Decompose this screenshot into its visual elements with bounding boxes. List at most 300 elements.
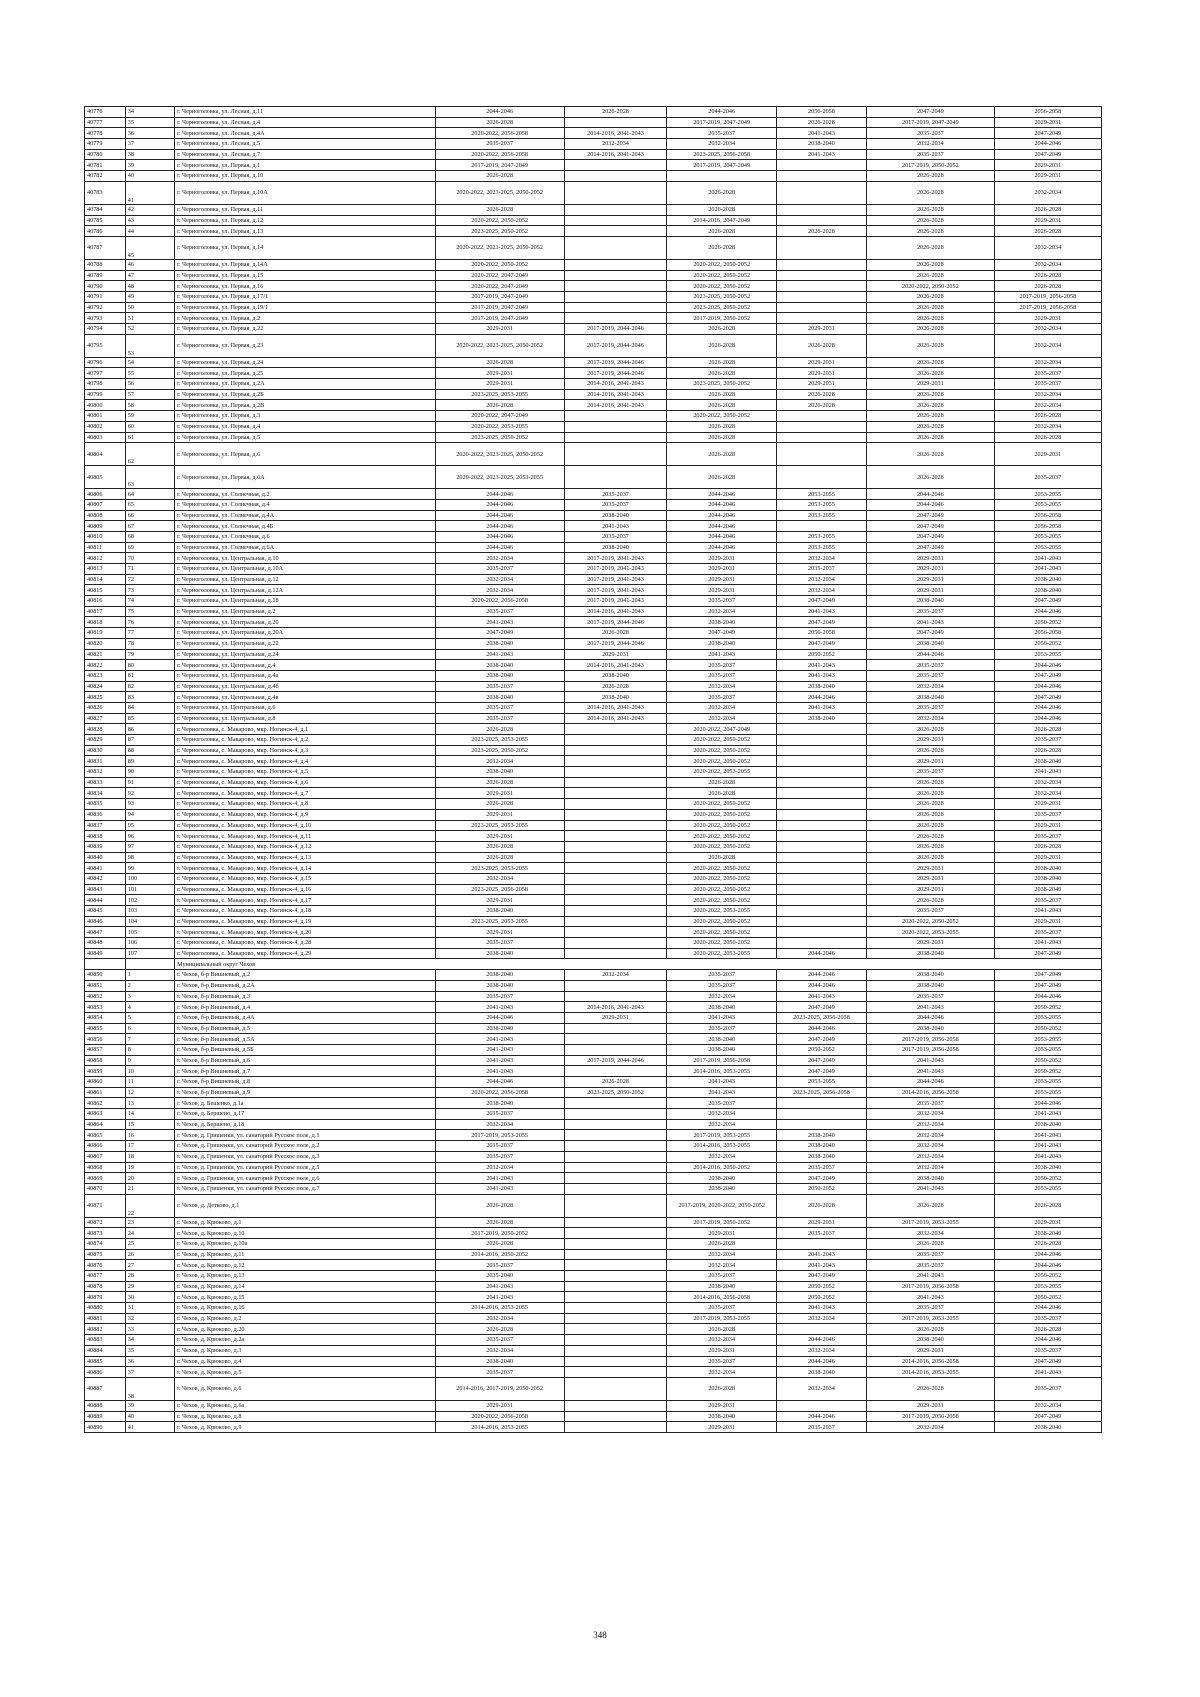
row-number-cell: 58	[125, 400, 174, 411]
period-cell-1: 2017-2019, 2050-2052	[435, 1228, 564, 1239]
period-cell-1: 2041-2043	[435, 617, 564, 628]
period-cell-4	[776, 1119, 866, 1130]
address-cell: г. Черноголовка, с. Макарово, мкр. Ногинск-4, д.9	[175, 809, 436, 820]
period-cell-2	[564, 1044, 667, 1055]
period-cell-1: 2038-2040	[435, 948, 564, 959]
table-row	[85, 649, 1102, 660]
period-cell-4: 2038-2040	[776, 713, 866, 724]
row-number-cell: 70	[125, 553, 174, 564]
period-cell-1: 2035-2037	[435, 1151, 564, 1162]
period-cell-5: 2032-2034	[867, 1141, 995, 1152]
row-number-cell: 92	[125, 788, 174, 799]
period-cell-5: 2032-2034	[867, 1151, 995, 1162]
period-cell-4: 2053-2055	[776, 542, 866, 553]
period-cell-2	[564, 291, 667, 302]
period-cell-3: 2029-2031	[667, 574, 776, 585]
table-row	[85, 171, 1102, 182]
period-cell-2: 2017-2019, 2041-2043	[564, 553, 667, 564]
period-cell-1: 2032-2034	[435, 574, 564, 585]
period-cell-2	[564, 1377, 667, 1400]
period-cell-6: 2056-2058	[994, 107, 1101, 118]
period-cell-6: 2053-2055	[994, 489, 1101, 500]
row-number-cell: 93	[125, 799, 174, 810]
period-cell-2: 2035-2037	[564, 499, 667, 510]
address-cell: г. Черноголовка, ул. Солнечная, д.6	[175, 531, 436, 542]
period-cell-1: 2044-2046	[435, 1012, 564, 1023]
row-number-cell: 3	[125, 991, 174, 1002]
row-number-cell: 89	[125, 756, 174, 767]
period-cell-4: 2053-2055	[776, 489, 866, 500]
period-cell-1: 2026-2028	[435, 724, 564, 735]
period-cell-6: 2053-2055	[994, 499, 1101, 510]
table-row	[85, 948, 1102, 959]
period-cell-1: 2026-2028	[435, 1217, 564, 1228]
period-cell-4: 2047-2049	[776, 1066, 866, 1077]
table-row	[85, 799, 1102, 810]
period-cell-4: 2026-2028	[776, 117, 866, 128]
address-cell: г. Черноголовка, ул. Первая, д.3	[175, 411, 436, 422]
row-number-cell: 59	[125, 411, 174, 422]
period-cell-3: 2014-2016, 2056-2058	[667, 1292, 776, 1303]
period-cell-4: 2044-2046	[776, 1411, 866, 1422]
period-cell-6: 2035-2037	[994, 895, 1101, 906]
row-number-cell: 19	[125, 1162, 174, 1173]
period-cell-5: 2035-2037	[867, 906, 995, 917]
row-number-cell: 30	[125, 1292, 174, 1303]
period-cell-2: 2035-2037	[564, 531, 667, 542]
address-cell: г. Чехов, б-р Вишневый, д.5	[175, 1023, 436, 1034]
period-cell-3: 2026-2028	[667, 357, 776, 368]
row-number-cell: 7	[125, 1034, 174, 1045]
object-id-cell: 40797	[85, 368, 126, 379]
period-cell-6: 2038-2040	[994, 1119, 1101, 1130]
period-cell-5: 2026-2028	[867, 895, 995, 906]
table-row	[85, 313, 1102, 324]
row-number-cell: 12	[125, 1087, 174, 1098]
period-cell-1: 2026-2028	[435, 204, 564, 215]
table-row	[85, 432, 1102, 443]
period-cell-1: 2023-2025, 2053-2055	[435, 916, 564, 927]
period-cell-1: 2026-2028	[435, 777, 564, 788]
object-id-cell: 40785	[85, 215, 126, 226]
period-cell-1: 2020-2022, 2023-2025, 2053-2055	[435, 466, 564, 489]
period-cell-4: 2041-2043	[776, 991, 866, 1002]
row-number-cell: 47	[125, 270, 174, 281]
period-cell-4	[776, 852, 866, 863]
period-cell-5: 2026-2028	[867, 809, 995, 820]
period-cell-6: 2050-2052	[994, 1292, 1101, 1303]
table-row	[85, 259, 1102, 270]
period-cell-3: 2020-2022, 2053-2055	[667, 948, 776, 959]
period-cell-1: 2038-2040	[435, 660, 564, 671]
period-cell-3: 2023-2025, 2050-2052	[667, 291, 776, 302]
period-cell-3: 2026-2028	[667, 324, 776, 335]
period-cell-6: 2038-2040	[994, 574, 1101, 585]
table-row	[85, 767, 1102, 778]
object-id-cell: 40855	[85, 1023, 126, 1034]
period-cell-4	[776, 411, 866, 422]
row-number-cell: 32	[125, 1313, 174, 1324]
row-number-cell: 55	[125, 368, 174, 379]
period-cell-5: 2026-2028	[867, 270, 995, 281]
period-cell-4	[776, 767, 866, 778]
table-row	[85, 606, 1102, 617]
object-id-cell: 40828	[85, 724, 126, 735]
period-cell-4: 2035-2037	[776, 1228, 866, 1239]
period-cell-6: 2041-2043	[994, 553, 1101, 564]
period-cell-1: 2032-2034	[435, 1162, 564, 1173]
period-cell-3: 2017-2019, 2047-2049	[667, 117, 776, 128]
period-cell-5: 2038-2040	[867, 970, 995, 981]
period-cell-3: 2035-2037	[667, 660, 776, 671]
address-cell: г. Чехов, б-р Вишневый, д.5А	[175, 1034, 436, 1045]
table-row	[85, 324, 1102, 335]
address-cell: г. Чехов, д. Гришенки, ул. санаторий Русское поле, д.2	[175, 1141, 436, 1152]
table-row	[85, 1249, 1102, 1260]
row-number-cell: 62	[125, 443, 174, 466]
row-number-cell: 104	[125, 916, 174, 927]
period-cell-2	[564, 1173, 667, 1184]
period-cell-5: 2020-2022, 2050-2052	[867, 281, 995, 292]
period-cell-6: 2050-2052	[994, 1271, 1101, 1282]
period-cell-5: 2032-2034	[867, 1228, 995, 1239]
address-cell: г. Черноголовка, с. Макарово, мкр. Ногинск-4, д.28	[175, 938, 436, 949]
period-cell-4: 2026-2028	[776, 334, 866, 357]
address-cell: г. Чехов, д. Крюково, д.2а	[175, 1335, 436, 1346]
row-number-cell: 4	[125, 1002, 174, 1013]
period-cell-4	[776, 171, 866, 182]
period-cell-6: 2038-2040	[994, 1162, 1101, 1173]
period-cell-4: 2032-2034	[776, 1377, 866, 1400]
period-cell-4: 2026-2028	[776, 1194, 866, 1217]
row-number-cell: 36	[125, 1356, 174, 1367]
address-cell: г. Черноголовка, ул. Первая, д.6А	[175, 466, 436, 489]
row-number-cell: 34	[125, 107, 174, 118]
period-cell-3: 2032-2034	[667, 1260, 776, 1271]
table-row	[85, 1367, 1102, 1378]
period-cell-5: 2047-2049	[867, 510, 995, 521]
row-number-cell: 52	[125, 324, 174, 335]
period-cell-4: 2041-2043	[776, 1303, 866, 1314]
address-cell: г. Чехов, д. Гришенки, ул. санаторий Русское поле, д.3	[175, 1151, 436, 1162]
object-id-cell: 40846	[85, 916, 126, 927]
row-number-cell: 24	[125, 1228, 174, 1239]
period-cell-2	[564, 895, 667, 906]
table-row	[85, 1303, 1102, 1314]
address-cell: г. Черноголовка, ул. Центральная, д.4в	[175, 692, 436, 703]
address-cell: г. Черноголовка, с. Макарово, мкр. Ногинск-4, д.10	[175, 820, 436, 831]
table-row	[85, 713, 1102, 724]
period-cell-5: 2047-2049	[867, 531, 995, 542]
table-row	[85, 400, 1102, 411]
object-id-cell: 40822	[85, 660, 126, 671]
table-row	[85, 863, 1102, 874]
period-cell-6: 2041-2043	[994, 767, 1101, 778]
address-cell: г. Черноголовка, ул. Солнечная, д.4А	[175, 510, 436, 521]
period-cell-1: 2032-2034	[435, 1313, 564, 1324]
period-cell-3: 2032-2034	[667, 1367, 776, 1378]
period-cell-1: 2038-2040	[435, 638, 564, 649]
period-cell-2	[564, 1162, 667, 1173]
section-title: Муниципальный округ Чехов	[175, 959, 1102, 970]
period-cell-4	[776, 745, 866, 756]
period-cell-5: 2026-2028	[867, 745, 995, 756]
row-number-cell: 6	[125, 1023, 174, 1034]
period-cell-1: 2044-2046	[435, 531, 564, 542]
period-cell-3: 2020-2022, 2050-2052	[667, 938, 776, 949]
row-number-cell: 73	[125, 585, 174, 596]
period-cell-2	[564, 281, 667, 292]
period-cell-4	[776, 1238, 866, 1249]
object-id-cell: 40837	[85, 820, 126, 831]
row-number-cell: 65	[125, 499, 174, 510]
period-cell-4	[776, 421, 866, 432]
period-cell-6: 2053-2055	[994, 1281, 1101, 1292]
period-cell-2: 2014-2016, 2041-2043	[564, 389, 667, 400]
object-id-cell: 40784	[85, 204, 126, 215]
period-cell-1: 2035-2037	[435, 991, 564, 1002]
period-cell-2	[564, 226, 667, 237]
period-cell-2: 2017-2019, 2044-2046	[564, 1055, 667, 1066]
period-cell-1: 2044-2046	[435, 499, 564, 510]
period-cell-4: 2038-2040	[776, 1367, 866, 1378]
row-number-cell: 80	[125, 660, 174, 671]
object-id-cell: 40838	[85, 831, 126, 842]
period-cell-4: 2041-2043	[776, 128, 866, 139]
period-cell-6: 2056-2058	[994, 628, 1101, 639]
period-cell-2: 2014-2016, 2041-2043	[564, 379, 667, 390]
period-cell-5: 2029-2031	[867, 863, 995, 874]
object-id-cell: 40831	[85, 756, 126, 767]
period-cell-3: 2035-2037	[667, 670, 776, 681]
period-cell-4: 2053-2055	[776, 510, 866, 521]
period-cell-5: 2029-2031	[867, 1345, 995, 1356]
period-cell-5: 2026-2028	[867, 259, 995, 270]
row-number-cell: 53	[125, 334, 174, 357]
period-cell-1: 2020-2022, 2050-2052	[435, 259, 564, 270]
period-cell-6: 2044-2046	[994, 1335, 1101, 1346]
period-cell-5: 2026-2028	[867, 799, 995, 810]
period-cell-6: 2026-2028	[994, 270, 1101, 281]
period-cell-1: 2020-2022, 2023-2025, 2050-2052	[435, 443, 564, 466]
address-cell: г. Чехов, б-р Вишневый, д.4А	[175, 1012, 436, 1023]
period-cell-2: 2017-2019, 2044-2046	[564, 324, 667, 335]
object-id-cell: 40786	[85, 226, 126, 237]
period-cell-3: 2017-2019, 2053-2055	[667, 1313, 776, 1324]
row-number-cell: 79	[125, 649, 174, 660]
row-number-cell: 82	[125, 681, 174, 692]
period-cell-2: 2017-2019, 2044-2046	[564, 357, 667, 368]
period-cell-3: 2014-2016, 2053-2055	[667, 1141, 776, 1152]
period-cell-3: 2035-2037	[667, 1356, 776, 1367]
address-cell: г. Чехов, б-р Вишневый, д.2А	[175, 980, 436, 991]
row-number-cell: 14	[125, 1109, 174, 1120]
period-cell-3: 2047-2049	[667, 628, 776, 639]
period-cell-1: 2017-2019, 2047-2049	[435, 160, 564, 171]
table-row	[85, 281, 1102, 292]
table-row	[85, 638, 1102, 649]
period-cell-6: 2047-2049	[994, 670, 1101, 681]
period-cell-2	[564, 777, 667, 788]
object-id-cell: 40876	[85, 1260, 126, 1271]
object-id-cell: 40826	[85, 702, 126, 713]
period-cell-2	[564, 1228, 667, 1239]
address-cell: г. Черноголовка, ул. Первая, д.25	[175, 368, 436, 379]
period-cell-3: 2020-2022, 2050-2052	[667, 809, 776, 820]
period-cell-6: 2047-2049	[994, 1356, 1101, 1367]
period-cell-5: 2029-2031	[867, 884, 995, 895]
table-row	[85, 1066, 1102, 1077]
row-number-cell: 63	[125, 466, 174, 489]
object-id-cell: 40882	[85, 1324, 126, 1335]
period-cell-4: 2053-2055	[776, 1077, 866, 1088]
period-cell-5: 2026-2028	[867, 334, 995, 357]
table-row	[85, 357, 1102, 368]
row-number-cell: 83	[125, 692, 174, 703]
table-row	[85, 149, 1102, 160]
period-cell-4	[776, 777, 866, 788]
period-cell-2	[564, 117, 667, 128]
row-number-cell: 16	[125, 1130, 174, 1141]
object-id-cell: 40779	[85, 139, 126, 150]
period-cell-5: 2035-2037	[867, 1260, 995, 1271]
table-row	[85, 302, 1102, 313]
row-number-cell: 69	[125, 542, 174, 553]
row-number-cell: 85	[125, 713, 174, 724]
period-cell-4: 2029-2031	[776, 324, 866, 335]
row-number-cell: 15	[125, 1119, 174, 1130]
period-cell-2: 2014-2016, 2041-2043	[564, 713, 667, 724]
period-cell-5: 2026-2028	[867, 411, 995, 422]
period-cell-4: 2041-2043	[776, 1249, 866, 1260]
period-cell-4: 2044-2046	[776, 1023, 866, 1034]
period-cell-5: 2038-2040	[867, 596, 995, 607]
period-cell-2: 2017-2019, 2041-2043	[564, 574, 667, 585]
period-cell-5: 2026-2028	[867, 777, 995, 788]
period-cell-6: 2029-2031	[994, 799, 1101, 810]
table-row	[85, 1292, 1102, 1303]
table-row	[85, 841, 1102, 852]
period-cell-4: 2041-2043	[776, 149, 866, 160]
table-row	[85, 916, 1102, 927]
address-cell: г. Чехов, д. Крюково, д.8	[175, 1411, 436, 1422]
period-cell-4	[776, 927, 866, 938]
period-cell-6: 2029-2031	[994, 852, 1101, 863]
table-row	[85, 1217, 1102, 1228]
object-id-cell: 40860	[85, 1077, 126, 1088]
object-id-cell: 40807	[85, 499, 126, 510]
period-cell-5: 2026-2028	[867, 1324, 995, 1335]
period-cell-2	[564, 259, 667, 270]
period-cell-1: 2020-2022, 2047-2049	[435, 411, 564, 422]
row-number-cell: 8	[125, 1044, 174, 1055]
table-row	[85, 1034, 1102, 1045]
row-number-cell: 1	[125, 970, 174, 981]
address-cell: г. Чехов, д. Крюково, д.13	[175, 1271, 436, 1282]
period-cell-3: 2026-2028	[667, 389, 776, 400]
period-cell-6: 2017-2019, 2056-2058	[994, 291, 1101, 302]
period-cell-4: 2047-2049	[776, 1002, 866, 1013]
period-cell-3: 2020-2022, 2050-2052	[667, 820, 776, 831]
period-cell-4: 2035-2037	[776, 1162, 866, 1173]
period-cell-1: 2038-2040	[435, 767, 564, 778]
period-cell-6: 2032-2034	[994, 421, 1101, 432]
row-number-cell: 99	[125, 863, 174, 874]
period-cell-5: 2029-2031	[867, 873, 995, 884]
period-cell-1: 2035-2037	[435, 1141, 564, 1152]
period-cell-2	[564, 1119, 667, 1130]
period-cell-6: 2029-2031	[994, 313, 1101, 324]
period-cell-5: 2029-2031	[867, 574, 995, 585]
table-row	[85, 756, 1102, 767]
period-cell-1: 2041-2043	[435, 1002, 564, 1013]
period-cell-2	[564, 788, 667, 799]
period-cell-4: 2032-2034	[776, 553, 866, 564]
table-row	[85, 596, 1102, 607]
row-number-cell: 20	[125, 1173, 174, 1184]
table-row	[85, 443, 1102, 466]
address-cell: г. Черноголовка, ул. Центральная, д.8	[175, 713, 436, 724]
period-cell-6: 2026-2028	[994, 1238, 1101, 1249]
address-cell: г. Черноголовка, ул. Лесная, д.4А	[175, 128, 436, 139]
period-cell-1: 2032-2034	[435, 756, 564, 767]
period-cell-4	[776, 313, 866, 324]
row-number-cell: 39	[125, 1400, 174, 1411]
object-id-cell: 40814	[85, 574, 126, 585]
address-cell: г. Чехов, д. Крюково, д.6а	[175, 1400, 436, 1411]
row-number-cell: 44	[125, 226, 174, 237]
period-cell-2	[564, 927, 667, 938]
period-cell-3	[667, 171, 776, 182]
period-cell-4: 2047-2049	[776, 1055, 866, 1066]
period-cell-3: 2020-2022, 2050-2052	[667, 831, 776, 842]
object-id-cell: 40796	[85, 357, 126, 368]
period-cell-5: 2026-2028	[867, 389, 995, 400]
period-cell-3: 2020-2022, 2050-2052	[667, 895, 776, 906]
address-cell: г. Черноголовка, ул. Первая, д.19/1	[175, 302, 436, 313]
period-cell-1: 2032-2034	[435, 1345, 564, 1356]
period-cell-4: 2047-2049	[776, 638, 866, 649]
address-cell: г. Черноголовка, с. Макарово, мкр. Ногинск-4, д.12	[175, 841, 436, 852]
period-cell-5: 2020-2022, 2053-2055	[867, 927, 995, 938]
address-cell: г. Чехов, д. Крюково, д.10	[175, 1228, 436, 1239]
period-cell-3: 2032-2034	[667, 1109, 776, 1120]
period-cell-5: 2017-2019, 2047-2049	[867, 117, 995, 128]
address-cell: г. Черноголовка, ул. Первая, д.22	[175, 324, 436, 335]
period-cell-4: 2029-2031	[776, 379, 866, 390]
period-cell-1: 2020-2022, 2050-2052	[435, 215, 564, 226]
period-cell-6: 2035-2037	[994, 379, 1101, 390]
address-cell: г. Чехов, д. Бершено, д.17	[175, 1109, 436, 1120]
object-id-cell: 40787	[85, 236, 126, 259]
period-cell-1: 2029-2031	[435, 809, 564, 820]
period-cell-5: 2026-2028	[867, 302, 995, 313]
period-cell-5: 2047-2049	[867, 107, 995, 118]
period-cell-3: 2020-2022, 2050-2052	[667, 916, 776, 927]
row-number-cell: 2	[125, 980, 174, 991]
address-cell: г. Черноголовка, ул. Первая, д.16	[175, 281, 436, 292]
row-number-cell: 50	[125, 302, 174, 313]
period-cell-3: 2035-2037	[667, 692, 776, 703]
table-row	[85, 499, 1102, 510]
period-cell-1: 2014-2016, 2050-2052	[435, 1249, 564, 1260]
object-id-cell: 40863	[85, 1109, 126, 1120]
address-cell: г. Черноголовка, с. Макарово, мкр. Ногинск-4, д.14	[175, 863, 436, 874]
period-cell-1: 2014-2016, 2053-2055	[435, 1422, 564, 1433]
table-row	[85, 1313, 1102, 1324]
object-id-cell: 40861	[85, 1087, 126, 1098]
period-cell-2	[564, 767, 667, 778]
